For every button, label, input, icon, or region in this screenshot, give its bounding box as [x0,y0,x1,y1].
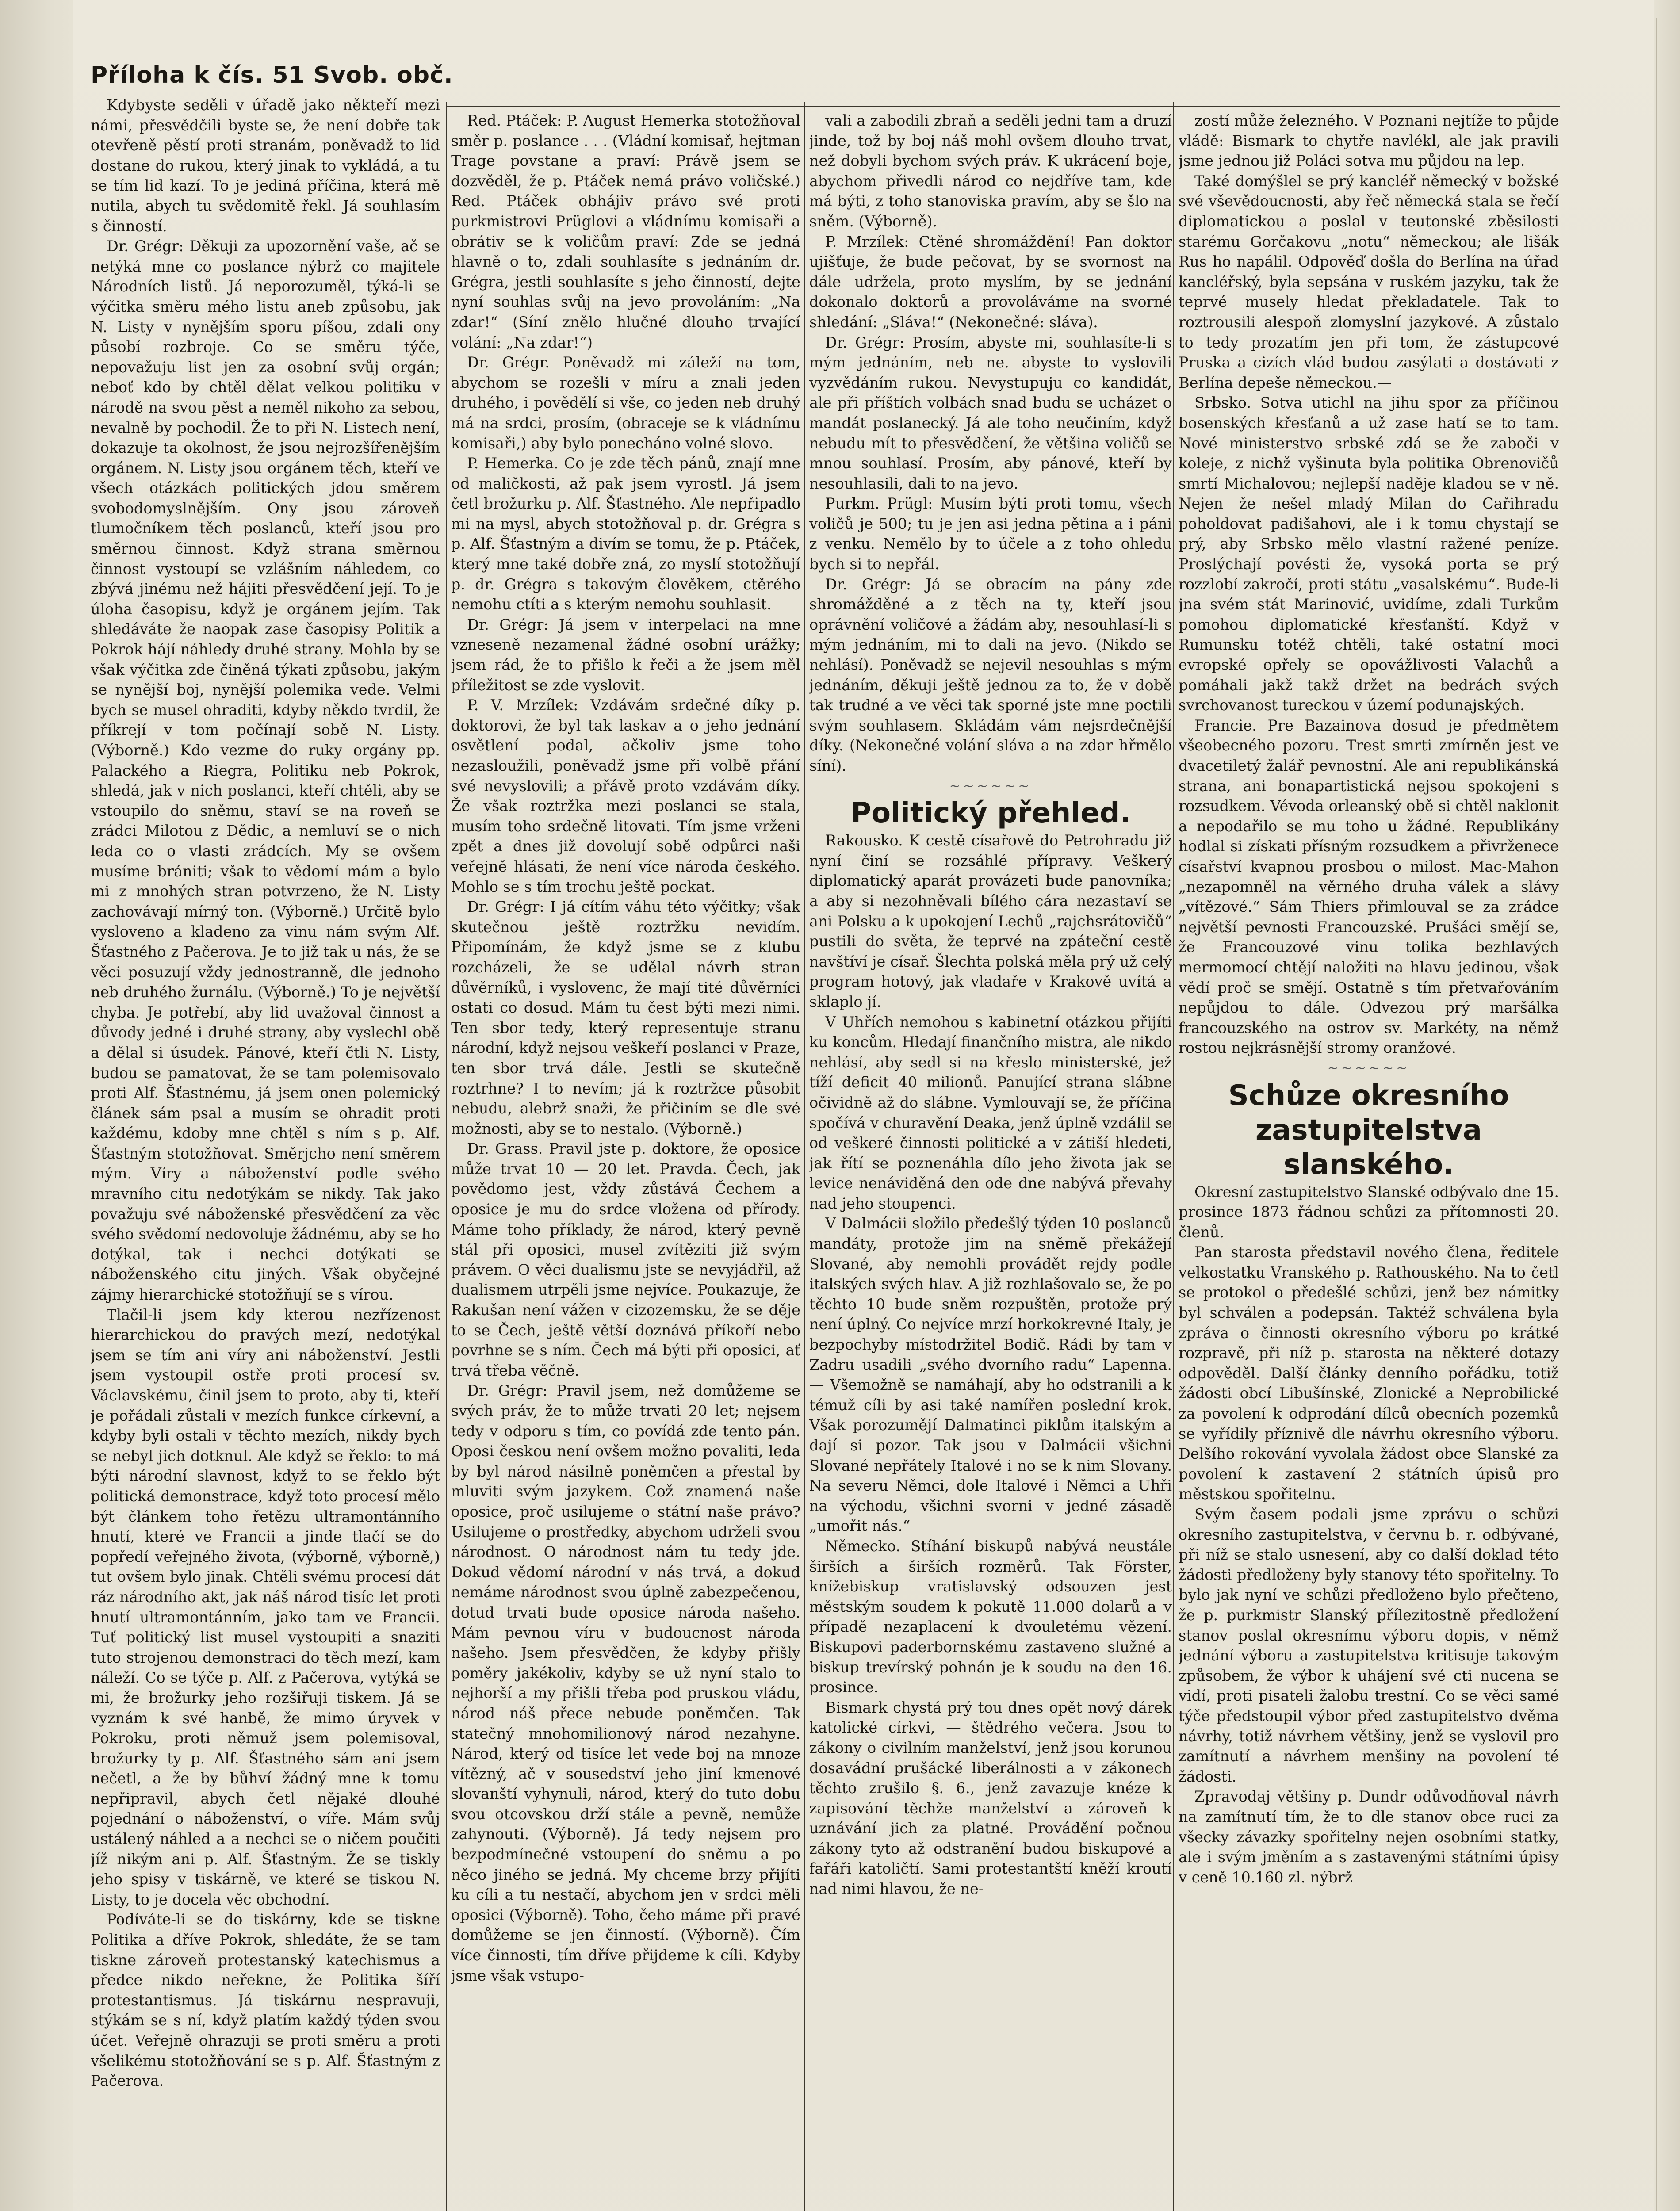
paragraph: Pan starosta představil nového člena, ředitele velkostatku Vranského p. Rathouského. Na to četl se protokol o předešlé schůzi, jenž bez námitky byl schválen a podepsán. Taktéž schválena byla zpráva o činnosti okresního výboru po krátké rozpravě, při níž p. starosta na některé dotazy odpověděl. Další články denního pořádku, totiž žádosti obcí Libušínské, Zlonické a Neprobilické za povolení k odprodání dílců obecních pozemků se vyřídily příznivě dle návrhu okresního výboru. Delšího rokování vyvolala žádost obce Slanské za povolení k zastavení 2 státních úpisů pro městskou spořitelnu. [1179,1243,1559,1503]
column-4 [1179,111,1559,2211]
paragraph: Rakousko. K cestě císařově do Petrohradu již nyní činí se rozsáhlé přípravy. Veškerý diplomatický aparát provázeti bude panovníka; a aby si nezohněvali bílého cára nezastaví se ani Polsku a k upokojení Lechů „rajchsrátovičů“ pustili do světa, že teprvé na zpáteční cestě navštíví je císař. Šlechta polská měla prý už celý program hotový, jak vladaře v Krakově uvítá a sklaplo jí. [809,832,1172,1010]
paragraph: Zpravodaj většiny p. Dundr odůvodňoval návrh na zamítnutí tím, že to dle stanov obce ruci za všecky závazky spořitelny nejen osobními statky, ale i svým jměním a s zastavenými státními úpisy v ceně 10.160 zl. nýbrž [1179,1788,1559,1886]
paragraph: vali a zabodili zbraň a seděli jedni tam a druzí jinde, tož by boj náš mohl ovšem dlouho trvat, než dobyli bychom svých práv. K ukrácení boje, abychom přivedli národ co nejdříve tam, kde má býti, z toho stanoviska pravím, aby se šlo na sněm. (Výborně). [809,112,1172,230]
paragraph: Bismark chystá prý tou dnes opět nový dárek katolické církvi, — štědrého večera. Jsou to zákony o civilním manželství, jenž jsou korunou dosavádní prušácké liberálnosti a v zákonech těchto zrušilo §. 6., jenž zavazuje knéze k zapisování těchže manželství a zároveň k uznávání jich za platné. Provádění počnou zákony tyto až odstranění budou biskupové a fařáři katoličtí. Sami protestantští kněží kroutí nad nimi hlavou, že ne- [809,1698,1172,1898]
supplement-label: Příloha k čís. 51 Svob. obč. [91,62,453,88]
section-separator: ~~~~~~ [1327,1060,1410,1076]
column-rule [446,102,447,2211]
paragraph: Dr. Grégr: Děkuji za upozornění vaše, ač se netýká mne co poslance nýbrž co majitele Národních listů. Já neporozuměl, týká-li se výčitka směru mého listu aneb způsobu, jak N. Listy v nynějším sporu píšou, zdali ony působí rozbroje. Co se směru týče, nepovažuju list jen za osobní svůj orgán; neboť kdo by chtěl dělat velkou politiku v národě na svou pěst a neměl nikoho za sebou, nevalně by pochodil. Že to při N. Listech není, dokazuje ta okolnost, že jsou nejrozšířenějším orgánem. N. Listy jsou orgánem těch, kteří ve všech otázkách politických jdou směrem svobodomyslnějším. Ony jsou zároveň tlumočníkem těch poslanců, kteří jsou pro směrnou činnost. Když strana směrnou činnost vystoupí se vzlášním náhledem, co zbývá jinému než hájiti přesvědčení její. To je úloha časopisu, když je orgánem jejím. Tak shledáváte že naopak zase časopisy Politik a Pokrok hájí náhledy druhé strany. Mohla by se však výčitka zde činěná týkati způsobu, jakým se nynější boj, nynější polemika vede. Velmi bych se musel ohraditi, kdyby někdo tvrdil, že příkrejí v tom počínají sobě N. Listy. (Výborně.) Kdo vezme do ruky orgány pp. Palackého a Riegra, Politiku neb Pokrok, shledá, jak v nich poslanci, kteří chtěli, aby se vstoupilo do sněmu, staví se na roveň se zrádci Milotou z Dědic, a nemluví se o nich leda co o vlasti zrádcích. My se ovšem musíme brániti; však to vědomí mám a bylo mi z mnohých stran potvrzeno, že N. Listy zachovávají mírný ton. (Výborně.) Určitě bylo vysloveno a kladeno za vinu nám svým Alf. Šťastného z Pačerova. Je to již tak u nás, že se věci posuzují vždy jednostranně, dle jednoho neb druhého žurnálu. (Výborně.) To je největší chyba. Je potřebí, aby lid uvažoval činnost a důvody jedné i druhé strany, aby vyslechl obě a dělal si úsudek. Pánové, kteří čtli N. Listy, budou se pamatovat, že se tam polemisovalo proti Alf. Šťastnému, já jsem onen polemický článek sám psal a musím se ohradit proti každému, kdoby mne chtěl s ním s p. Alf. Šťastným stotožňovat. Směrjcho není směrem mým. Víry a náboženství podle svého mravního citu nedotýkám se nikdy. Tak jako považuju své náboženské přesvědčení za věc svého svědomí nedovoluje žádnému, aby se ho dotýkal, tak i nechci dotýkati se náboženského citu jiných. Však obyčejné zájmy hierarchické stotožňují se s vírou. [91,237,440,1304]
paragraph: P. V. Mrzílek: Vzdávám srdečné díky p. doktorovi, že byl tak laskav a o jeho jednání osvětlení podal, ačkoliv jsme toho nezasloužili, poněvadž jsme při volbě přání své nevyslovili; a přávě proto vzdávám díky. Že však roztržka mezi poslanci se stala, musím toho srdečně litovati. Tím jsme vrženi zpět a dnes již dovolují sobě odpůrci naši veřejně hlásati, že není více národa českého. Mohlo se s tím trochu ještě pockat. [451,696,800,895]
paragraph: Dr. Grégr: Já jsem v interpelaci na mne vzneseně nezamenal žádné osobní urážky; jsem rád, že to přišlo k řeči a že jsem měl příležitost se zde vyslovit. [451,616,800,694]
section-title-political-overview: Politický přehled. [850,797,1131,830]
paragraph: Tlačil-li jsem kdy kterou nezřízenost hierarchickou do pravých mezí, nedotýkal jsem se tím ani víry ani náboženství. Jestli jsem vystoupil ostře proti procesí sv. Václavskému, činil jsem to proto, aby ti, kteří je pořádali zůstali v mezích funkce církevní, a kdyby byli ostali v těchto mezích, nikdy bych se nebyl jich dotknul. Ale když se řeklo: to má býti národní slavnost, když to se řeklo být politická demonstrace, když toto procesí mělo být článkem toho řetězu ultramontánního hnutí, které ve Francii a jinde tlačí se do popředí veřejného života, (výborně, výborně,) tut ovšem bylo jinak. Chtěli svému procesí dát ráz národního akt, jak náš národ tisíc let proti hnutí ultramontánním, jako tam ve Francii. Tuť politický list musel vystoupiti a snaziti tuto strojenou demonstraci do těch mezí, kam náleží. Co se týče p. Alf. z Pačerova, vytýká se mi, že brožurky jeho rozšiřuji tiskem. Já se vyznám k své hanbě, že mimo úryvek v Pokroku, proti němuž jsem polemisoval, brožurky ty p. Alf. Šťastného sám ani jsem nečetl, a že by bůhví žádný mne k tomu nepřipravil, abych četl nějaké dlouhé pojednání o náboženství, o víře. Mám svůj ustálený náhled a a nechci se o ničem poučiti jíž nikým ani p. Alf. Šťastným. Že se tiskly jeho spisy v tiskárně, ve které se tiskou N. Listy, to je docela věc obchodní. [91,1306,440,1908]
column-rule [1173,102,1174,2211]
paragraph: Kdybyste seděli v úřadě jako někteří mezi námi, přesvědčili byste se, že není dobře tak otevřeně pěstí proti stranám, poněvadž to lid dostane do rukou, který jinak to vykládá, a tu se tím lid kazí. To je jediná příčina, která mě nutila, abych tu svědomitě řekl. Já souhlasím s činností. [91,96,440,235]
section-title-district-meeting: Schůze okresního zastupitelstva slanského. [1228,1079,1509,1181]
paragraph: Také domýšlel se prý kancléř německý v božské své vševědoucnosti, aby řeč německá stala se řečí diplomatickou a poslal v teutonské zběsilosti starému Gorčakovu „notu“ německou; ale lišák Rus ho napálil. Odpověď došla do Berlína na úřad kancléřský, byla sepsána v ruském jazyku, tak že teprvé musely hledat překladatele. Tak to roztrousili alespoň zlomyslní jazykové. A zůstalo to tedy prozatím jen při tom, že zástupcové Pruska a cizích vlád budou zasýlati a dostávati z Berlína depeše německou.— [1179,172,1559,391]
paragraph: Svým časem podali jsme zprávu o schůzi okresního zastupitelstva, v červnu b. r. odbývané, při níž se stalo usnesení, aby co další doklad této žádosti předloženy byly stanovy této spořitelny. To bylo jak nyní ve schůzi předloženo bylo přečteno, že p. purkmistr Slanský přílezitostně předložení stanov poslal okresnímu výboru dopis, v němž jednání výboru a zastupitelstva kritisuje takovým způsobem, že výbor k uhájení své cti nucena se vidí, proti pisateli žalobu trestní. Co se věci samé týče předstoupil výbor před zastupitelstvo dvěma návrhy, totiž návrhem většiny, jenž se vyslovil pro zamítnutí a návrhem menšiny na povolení té žádosti. [1179,1506,1559,1785]
paragraph: V Dalmácii složilo předešlý týden 10 poslanců mandáty, protože jim na sněmě překážejí Slované, aby nemohli provádět rejdy podle italských svých hlav. A již rozhlašovalo se, že po těchto 10 bude sněm rozpuštěn, protože prý není úplný. Co nejvíce mrzí horkokrevné Italy, je bezpochyby místodržitel Bodič. Rádi by tam v Zadru usadili „svého dvorního radu“ Lapenna. — Všemožně se namáhají, aby ho odstranili a k témuž cíli by asi také namířen poslední krok. Však porozumějí Dalmatinci piklům italským a dají si pozor. Tak jsou v Dalmácii všichni Slované nepřátely Italové i no se k nim Slovany. Na severu Němci, dole Italové i Němci a Uhři na východu, všichni svorni v jedné zásadě „umořit nás.“ [809,1215,1172,1535]
paragraph: Dr. Grégr: Já se obracím na pány zde shromážděné a z těch na ty, kteří jsou oprávnění voličové a žádám aby, nesouhlasí-li s mým jednáním, mi to dali na jevo. (Nikdo se nehlásí). Poněvadž se nejevil nesouhlas s mým jednáním, děkuji ještě jednou za to, že v době tak trudné a ve věci tak sporné jste mne poctili svým souhlasem. Skládám vám nejsrdečnější díky. (Nekonečné volání sláva a na zdar hřmělo síní). [809,575,1172,774]
paragraph: zostí může železného. V Poznani nejtíže to půjde vládě: Bismark to chytře navlékl, ale jak pravili jsme jednou již Poláci sotva mu půjdou na lep. [1179,112,1559,170]
top-rule [446,106,1560,107]
paragraph: Dr. Grégr: Pravil jsem, než domůžeme se svých práv, že to může trvati 20 let; nejsem tedy v odporu s tím, co povídá zde tento pán. Oposi českou není ovšem možno povaliti, leda by byl národ násilně poněmčen a přestal by mluviti svým jazykem. Což znamená naše oposice, proč usilujeme o státní naše právo? Usilujeme o prostředky, abychom udrželi svou národnost. O národnost nám tu tedy jde. Dokud vědomí národní v nás trvá, a dokud nemáme národnost svou úplně zabezpečenou, dotud trvati bude oposice národa našeho. Mám pevnou víru v budoucnost národa našeho. Jsem přesvědčen, že kdyby přišly poměry jakékoliv, kdyby se už nyní stalo to nejhorší a my přišli třeba pod pruskou vládu, národ náš přece nebude poněmčen. Tak statečný mnohomilionový národ nezahyne. Národ, který od tisíce let vede boj na mnoze vítězný, ač v sousedství jeho jiní kmenové slovanští vyhynuli, národ, který do tuto dobu svou otcovskou drží stále a pevně, nemůže zahynouti. (Výborně). Já tedy nejsem pro bezpodmínečné vstoupení do sněmu a po něco jiného se jedná. My chceme brzy přijíti ku cíli a tu nestačí, abychom jen v srdci měli oposici (Výborně). Toho, čeho máme při pravé domůžeme se jen činností. (Výborně). Čím více činnosti, tím dříve přijdeme k cíli. Kdyby jsme však vstupo- [451,1382,800,1984]
paragraph: Srbsko. Sotva utichl na jihu spor za příčinou bosenských křesťanů a už zase hatí se to tam. Nové ministerstvo srbské zdá se že zaboči v koleje, z nichž vyšinuta byla politika Obrenovičů smrtí Michalovou; nejlepší naděje kladou se v ně. Nejen že nešel mladý Milan do Cařihradu poholdovat padišahovi, ale i k tomu chystají se prý, aby Srbsko mělo vlastní ražené peníze. Proslýchají povésti že, vysoká porta se prý rozzlobí zakročí, proti státu „vasalskému“. Bude-li jna svém stát Marinović, uvidíme, zdali Turkům pomohou diplomatické křesťanští. Když v Rumunsku totéž chtěli, také ostatní moci evropské opřely se opovážlivosti Valachů a pomáhali jakž takž držet na bedrách svých svrchovanost tureckou v území podunajských. [1179,394,1559,714]
binding-margin [0,0,73,2211]
paragraph: Dr. Grégr. Poněvadž mi záleží na tom, abychom se rozešli v míru a znali jeden druhého, i povědělí si vše, co jeden neb druhý má na srdci, prosím, (obraceje se k vládnímu komisaři,) aby bylo ponecháno volné slovo. [451,354,800,452]
column-1 [91,95,440,2211]
paragraph: Dr. Grass. Pravil jste p. doktore, že oposice může trvat 10 — 20 let. Pravda. Čech, jak povědomo jest, vždy zůstává Čechem a oposice je mu do srdce vložena od přírody. Máme toho příklady, že národ, který pevně stál při oposici, musel zvítěziti již svým právem. O věci dualismu jste se nevyjádřil, až dualismem utrpěli jsme nejvíce. Poukazuje, že Rakušan není vážen v cizozemsku, že se děje to se Čech, ještě větší doznává příkoří nebo povrhne se s ním. Čech má býti při oposici, ať trvá třeba věčně. [451,1140,800,1379]
paragraph: P. Mrzílek: Ctěné shromáždění! Pan doktor ujišťuje, že bude pečovat, by se svornost na dále udržela, proto myslím, by se jednání dokonalo doktorů a provoláváme na svorné shledání: „Sláva!“ (Nekonečné: sláva). [809,233,1172,331]
column-2 [451,111,800,2211]
page-edge-line [1656,18,1657,2211]
paragraph: Dr. Grégr: I já cítím váhu této výčitky; však skutečnou ještě roztržku nevidím. Připomínám, že když jsme se z klubu rozcházeli, že se udělal návrh stran důvěrníků, i vyslovenc, že mají tité důvěrníci ostati co dosud. Mám tu čest býti mezi nimi. Ten sbor tedy, který representuje stranu národní, když nejsou veškeří poslanci v Praze, ten sbor trvá dále. Jestli se skutečně roztrhne? I to nevím; já k roztržce působit nebudu, alebrž snaži, že přičiním se dle své možnosti, aby se to nestalo. (Výborně.) [451,898,800,1137]
paragraph: Red. Ptáček: P. August Hemerka stotožňoval směr p. poslance . . . (Vládní komisař, hejtman Trage povstane a praví: Právě jsem se dozvěděl, že p. Ptáček nemá právo voličské.) Red. Ptáček obhájiv právo své proti purkmistrovi Prüglovi a vládnímu komisaři a obrátiv se k voličům praví: Zde se jedná hlavně o to, zdali souhlasíte s jednáním dr. Grégra, jestli souhlasíte s jeho činností, dejte nyní souhlas svůj na jevo provoláním: „Na zdar!“ (Síní znělo hlučné dlouho trvající volání: „Na zdar!“) [451,112,800,351]
page-edge [1654,0,1680,2211]
column-3 [809,111,1172,2211]
paragraph: Francie. Pre Bazainova dosud je předmětem všeobecného pozoru. Trest smrti zmírněn jest ve dvacetiletý žalář pevnostní. Ale ani republikánská strana, ani bonapartistická nejsou spokojeni s rozsudkem. Vévoda orleanský obě si chtěl naklonit a nepodařilo se mu toho u žádné. Republikány hodlal si získati přísným rozsudkem a přivrženece císařství kvapnou prosbou o milost. Mac-Mahon „nezapomněl na věrného druha válek a slávy „vítězové.“ Sám Thiers přimlouval se za zrádce největší pevnosti Francouzské. Prušáci smějí se, že Francouzové vinu tolika bezhlavých mermomocí chtějí naložiti na hlavu jedinou, však vědí proč se smějí. Ostatně s tím přetvařováním nepůjdou to dále. Odvezou prý maršálka francouzského na ostrov sv. Markéty, na němž rostou nejkrásnější stromy oranžové. [1179,716,1559,1057]
paragraph: Purkm. Prügl: Musím býti proti tomu, všech voličů je 500; tu je jen asi jedna pětina a i páni z venku. Nemělo by to účele a z toho ohledu bych si to nepřál. [809,495,1172,573]
paragraph: V Uhřích nemohou s kabinetní otázkou přijíti ku koncům. Hledají finančního mistra, ale nikdo nehlásí, aby sedl si na křeslo ministerské, jež tíží deficit 40 milionů. Panující strana slábne očividně až do slábne. Vymlouvají se, že příčina spočívá v churavění Deaka, jenž úplně vzdálil se od veškeré činnosti politické a v zátiší hledeti, jak řítí se poznenáhla dílo jeho života jak se levice nenáviděná den ode dne nabývá převahy nad jeho stoupenci. [809,1013,1172,1212]
paragraph: P. Hemerka. Co je zde těch pánů, znají mne od maličkosti, až pak jsem vyrostl. Já jsem četl brožurku p. Alf. Šťastného. Ale nepřipadlo mi na mysl, abych stotožňoval p. dr. Grégra s p. Alf. Šťastným a divím se tomu, že p. Ptáček, který mne také dobře zná, zo myslí stotožňují p. dr. Grégra s takovým člověkem, ctěrého nemohu ctíti a s kterým nemohu souhlasit. [451,455,800,613]
paragraph: Podíváte-li se do tiskárny, kde se tiskne Politika a dříve Pokrok, shledáte, že se tam tiskne zároveň protestanský katechismus a předce nikdo neřekne, že Politika šíří protestantismus. Já tiskárnu nespravuji, stýkám se s ní, když platím každý týden svou účet. Veřejně ohrazuji se proti směru a proti všelikému stotožňování se s p. Alf. Šťastným z Pačerova. [91,1911,440,2090]
section-separator: ~~~~~~ [949,778,1032,794]
paragraph: Dr. Grégr: Prosím, abyste mi, souhlasíte-li s mým jednáním, neb ne. abyste to vyslovili vyzvědáním rukou. Nevystupuju co kandidát, ale při příštích volbách snad budu se ucházet o mandát poslanecký. Já ale toho neučiním, když nebudu mít to přesvědčení, že většina voličů se mnou souhlasí. Prosím, aby pánové, kteří by nesouhlasili, dali to na jevo. [809,333,1172,492]
column-rule [804,102,805,2211]
paragraph: Okresní zastupitelstvo Slanské odbývalo dne 15. prosince 1873 řádnou schůzi za přítomnosti 20. členů. [1179,1183,1559,1241]
paragraph: Německo. Stíhání biskupů nabývá neustále širších a širších rozměrů. Tak Förster, knížebiskup vratislavský odsouzen jest městským soudem k pokutě 11.000 dolarů a v případě nezaplacení k dvouletému vězení. Biskupovi paderbornskému zastaveno služné a biskup trevírský pohnán je k soudu na den 16. prosince. [809,1537,1172,1696]
